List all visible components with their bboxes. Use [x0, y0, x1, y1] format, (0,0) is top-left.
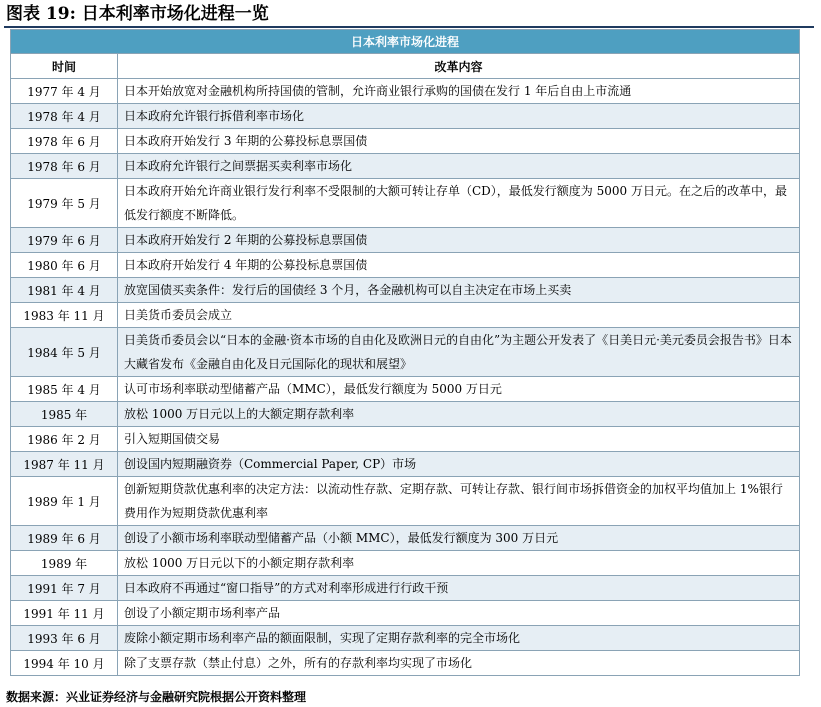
- row-content: 认可市场利率联动型储蓄产品（MMC），最低发行额度为 5000 万日元: [118, 377, 800, 402]
- table-banner: 日本利率市场化进程: [11, 30, 800, 54]
- table-row: [11, 278, 800, 303]
- row-content: 日本开始放宽对金融机构所持国债的管制，允许商业银行承购的国债在发行 1 年后自由上市流通: [118, 79, 800, 104]
- row-date: 1978 年 6 月: [11, 129, 118, 154]
- row-date: 1977 年 4 月: [11, 79, 118, 104]
- table-row: [11, 104, 800, 129]
- row-date: 1985 年 4 月: [11, 377, 118, 402]
- row-content: 日本政府开始发行 2 年期的公募投标息票国债: [118, 228, 800, 253]
- row-content: 日本政府允许银行拆借利率市场化: [118, 104, 800, 129]
- table-row: [11, 576, 800, 601]
- table-row: [11, 427, 800, 452]
- column-header-content: 改革内容: [118, 54, 800, 79]
- table-row: [11, 154, 800, 179]
- row-date: 1993 年 6 月: [11, 626, 118, 651]
- row-date: 1994 年 10 月: [11, 651, 118, 676]
- row-content: 创设国内短期融资券（Commercial Paper, CP）市场: [118, 452, 800, 477]
- figure-title: 图表 19: 日本利率市场化进程一览: [6, 4, 269, 24]
- row-content: 日本政府开始发行 3 年期的公募投标息票国债: [118, 129, 800, 154]
- row-date: 1978 年 6 月: [11, 154, 118, 179]
- table-row: [11, 477, 800, 526]
- row-date: 1991 年 7 月: [11, 576, 118, 601]
- reform-timeline-table: [10, 29, 800, 676]
- row-content: 除了支票存款（禁止付息）之外，所有的存款利率均实现了市场化: [118, 651, 800, 676]
- row-content: 创设了小额定期市场利率产品: [118, 601, 800, 626]
- title-divider: [4, 26, 814, 28]
- table-row: [11, 377, 800, 402]
- table-row: [11, 651, 800, 676]
- table-row: [11, 303, 800, 328]
- row-content: 日本政府允许银行之间票据买卖利率市场化: [118, 154, 800, 179]
- row-date: 1989 年: [11, 551, 118, 576]
- row-content: 创新短期贷款优惠利率的决定方法：以流动性存款、定期存款、可转让存款、银行间市场拆借资金的加权平均值加上 1%银行费用作为短期贷款优惠利率: [118, 477, 800, 526]
- row-date: 1980 年 6 月: [11, 253, 118, 278]
- row-content: 放松 1000 万日元以上的大额定期存款利率: [118, 402, 800, 427]
- row-date: 1989 年 6 月: [11, 526, 118, 551]
- row-content: 日美货币委员会成立: [118, 303, 800, 328]
- row-date: 1989 年 1 月: [11, 477, 118, 526]
- table-row: [11, 551, 800, 576]
- row-date: 1985 年: [11, 402, 118, 427]
- row-content: 废除小额定期市场利率产品的额面限制，实现了定期存款利率的完全市场化: [118, 626, 800, 651]
- table-row: [11, 452, 800, 477]
- row-content: 日本政府不再通过“窗口指导”的方式对利率形成进行行政干预: [118, 576, 800, 601]
- row-date: 1979 年 6 月: [11, 228, 118, 253]
- table-row: [11, 601, 800, 626]
- table-row: [11, 179, 800, 228]
- row-date: 1987 年 11 月: [11, 452, 118, 477]
- row-content: 日美货币委员会以“日本的金融·资本市场的自由化及欧洲日元的自由化”为主题公开发表了《日美日元·美元委员会报告书》日本大藏省发布《金融自由化及日元国际化的现状和展望》: [118, 328, 800, 377]
- row-date: 1983 年 11 月: [11, 303, 118, 328]
- column-header-time: 时间: [11, 54, 118, 79]
- table-body: [11, 79, 800, 676]
- table-row: [11, 228, 800, 253]
- row-date: 1986 年 2 月: [11, 427, 118, 452]
- row-content: 创设了小额市场利率联动型储蓄产品（小额 MMC），最低发行额度为 300 万日元: [118, 526, 800, 551]
- row-date: 1991 年 11 月: [11, 601, 118, 626]
- table-row: [11, 402, 800, 427]
- row-content: 放宽国债买卖条件：发行后的国债经 3 个月，各金融机构可以自主决定在市场上买卖: [118, 278, 800, 303]
- row-date: 1981 年 4 月: [11, 278, 118, 303]
- row-date: 1978 年 4 月: [11, 104, 118, 129]
- row-content: 引入短期国债交易: [118, 427, 800, 452]
- row-content: 放松 1000 万日元以下的小额定期存款利率: [118, 551, 800, 576]
- table-row: [11, 129, 800, 154]
- row-content: 日本政府开始允许商业银行发行利率不受限制的大额可转让存单（CD），最低发行额度为 5000 万日元。在之后的改革中，最低发行额度不断降低。: [118, 179, 800, 228]
- table-row: [11, 253, 800, 278]
- row-date: 1984 年 5 月: [11, 328, 118, 377]
- table-row: [11, 526, 800, 551]
- row-date: 1979 年 5 月: [11, 179, 118, 228]
- table-row: [11, 626, 800, 651]
- row-content: 日本政府开始发行 4 年期的公募投标息票国债: [118, 253, 800, 278]
- table-row: [11, 79, 800, 104]
- table-row: [11, 328, 800, 377]
- data-source-note: 数据来源：兴业证券经济与金融研究院根据公开资料整理: [6, 690, 307, 704]
